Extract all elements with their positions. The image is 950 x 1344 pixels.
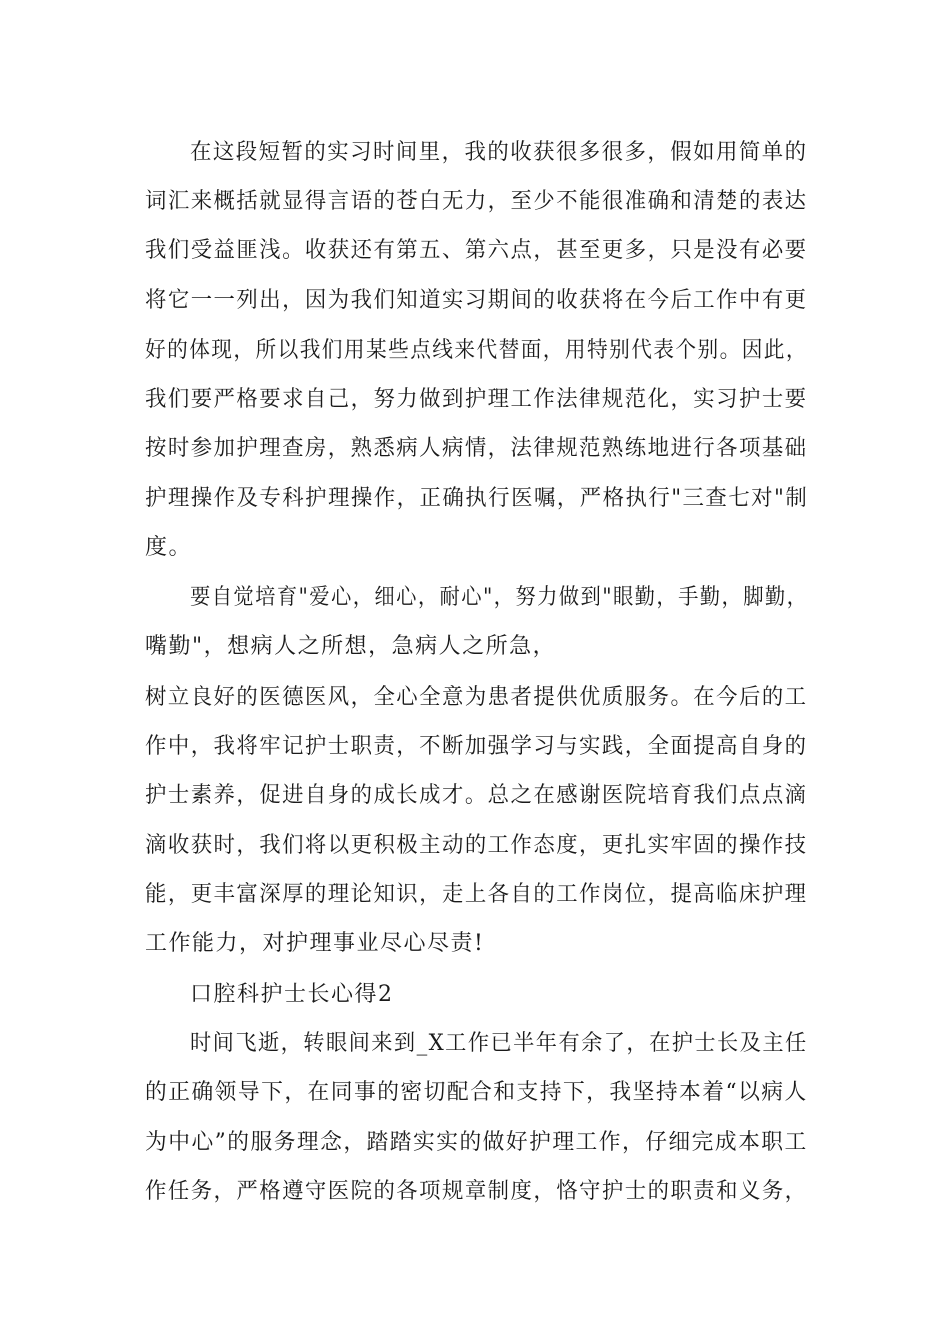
paragraph-line: 滴收获时，我们将以更积极主动的工作态度，更扎实牢固的操作技	[145, 833, 808, 858]
section-heading: 口腔科护士长心得2	[190, 982, 394, 1007]
paragraph-line: 按时参加护理查房，熟悉病人病情，法律规范熟练地进行各项基础	[145, 436, 808, 461]
paragraph-line: 作任务，严格遵守医院的各项规章制度，恪守护士的职责和义务，	[145, 1179, 808, 1204]
paragraph-line: 工作能力，对护理事业尽心尽责!	[145, 931, 485, 956]
paragraph-line: 护士素养，促进自身的成长成才。总之在感谢医院培育我们点点滴	[145, 783, 808, 808]
paragraph-line: 好的体现，所以我们用某些点线来代替面，用特别代表个别。因此，	[145, 338, 809, 363]
paragraph-line: 作中，我将牢记护士职责，不断加强学习与实践，全面提高自身的	[145, 734, 808, 759]
paragraph-line: 树立良好的医德医风，全心全意为患者提供优质服务。在今后的工	[145, 685, 808, 710]
paragraph-line: 嘴勤"，想病人之所想，急病人之所急，	[145, 634, 557, 659]
paragraph-line: 词汇来概括就显得言语的苍白无力，至少不能很准确和清楚的表达	[145, 189, 808, 214]
paragraph-line: 我们受益匪浅。收获还有第五、第六点，甚至更多，只是没有必要	[145, 238, 808, 263]
paragraph-line: 的正确领导下，在同事的密切配合和支持下，我坚持本着“以病人	[145, 1080, 808, 1105]
paragraph-line: 我们要严格要求自己，努力做到护理工作法律规范化，实习护士要	[145, 387, 808, 412]
paragraph-line: 时间飞逝，转眼间来到_X工作已半年有余了，在护士长及主任	[190, 1031, 808, 1056]
paragraph-line: 要自觉培育"爱心，细心，耐心"，努力做到"眼勤，手勤，脚勤，	[190, 585, 809, 610]
paragraph-line: 能，更丰富深厚的理论知识，走上各自的工作岗位，提高临床护理	[145, 882, 808, 907]
paragraph-line: 护理操作及专科护理操作，正确执行医嘱，严格执行"三查七对"制	[145, 486, 809, 511]
paragraph-line: 度。	[145, 535, 193, 560]
paragraph-line: 在这段短暂的实习时间里，我的收获很多很多，假如用简单的	[190, 140, 808, 165]
paragraph-line: 将它一一列出，因为我们知道实习期间的收获将在今后工作中有更	[145, 288, 808, 313]
paragraph-line: 为中心”的服务理念，踏踏实实的做好护理工作，仔细完成本职工	[145, 1130, 808, 1155]
